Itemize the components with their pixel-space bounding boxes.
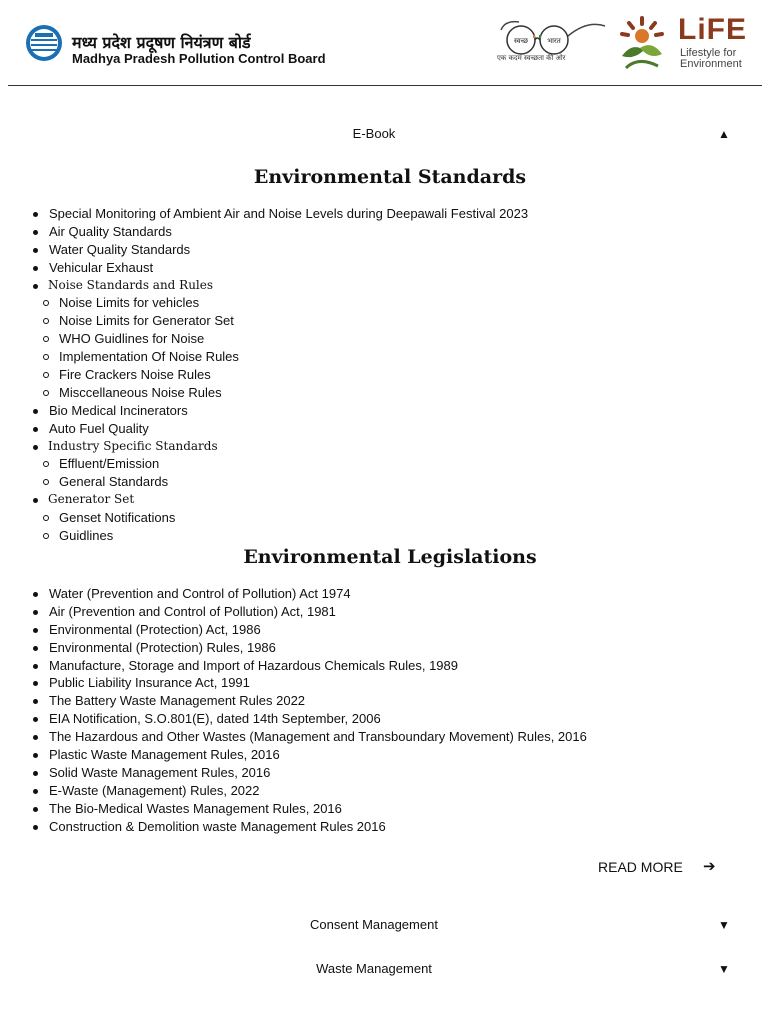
accordion-ebook[interactable]: [0, 122, 768, 146]
accordion-consent-management[interactable]: [0, 913, 768, 937]
list-item[interactable]: Water (Prevention and Control of Pollution) Act 1974: [0, 585, 587, 603]
mppcb-logo-icon[interactable]: [25, 24, 63, 62]
list-item[interactable]: Auto Fuel Quality: [0, 420, 528, 438]
list-item[interactable]: Air (Prevention and Control of Pollution) Act, 1981: [0, 603, 587, 621]
list-subitem[interactable]: Guidlines: [0, 527, 528, 545]
list-group-heading: Industry Specific Standards: [0, 438, 528, 456]
list-item[interactable]: Public Liability Insurance Act, 1991: [0, 674, 587, 692]
list-item[interactable]: Vehicular Exhaust: [0, 259, 528, 277]
list-item[interactable]: The Battery Waste Management Rules 2022: [0, 692, 587, 710]
list-subitem[interactable]: Fire Crackers Noise Rules: [0, 366, 528, 384]
list-group-heading: Noise Standards and Rules: [0, 277, 528, 295]
swachh-left-text: स्वच्छ: [513, 37, 529, 45]
read-more-link[interactable]: READ MORE: [598, 859, 683, 875]
accordion-consent-label[interactable]: Consent Management: [310, 917, 438, 932]
life-leaf-sun-icon[interactable]: [618, 16, 666, 72]
list-item[interactable]: Plastic Waste Management Rules, 2016: [0, 746, 587, 764]
collapse-arrow-icon[interactable]: ▲: [718, 127, 730, 141]
list-subitem[interactable]: Effluent/Emission: [0, 455, 528, 473]
legislations-list: [0, 585, 587, 835]
expand-arrow-icon[interactable]: ▼: [718, 918, 730, 932]
site-header: [0, 0, 768, 86]
list-item[interactable]: Solid Waste Management Rules, 2016: [0, 764, 587, 782]
arrow-right-icon[interactable]: ➔: [703, 858, 716, 875]
swachh-right-text: भारत: [547, 37, 561, 45]
expand-arrow-icon[interactable]: ▼: [718, 962, 730, 976]
life-title: LiFE: [678, 13, 747, 46]
list-item[interactable]: E-Waste (Management) Rules, 2022: [0, 782, 587, 800]
list-group-heading: Generator Set: [0, 491, 528, 509]
list-subitem[interactable]: Genset Notifications: [0, 509, 528, 527]
list-item[interactable]: Manufacture, Storage and Import of Hazardous Chemicals Rules, 1989: [0, 657, 587, 675]
list-subitem[interactable]: Noise Limits for Generator Set: [0, 312, 528, 330]
standards-title: Environmental Standards: [253, 166, 527, 188]
accordion-waste-management[interactable]: [0, 957, 768, 981]
org-name-english: Madhya Pradesh Pollution Control Board: [72, 51, 326, 66]
list-subitem[interactable]: Implementation Of Noise Rules: [0, 348, 528, 366]
standards-list: [0, 205, 528, 545]
header-divider: [8, 85, 762, 86]
list-item[interactable]: Air Quality Standards: [0, 223, 528, 241]
list-item[interactable]: The Hazardous and Other Wastes (Management and Transboundary Movement) Rules, 2016: [0, 728, 587, 746]
list-item[interactable]: Special Monitoring of Ambient Air and Noise Levels during Deepawali Festival 2023: [0, 205, 528, 223]
list-item[interactable]: The Bio-Medical Wastes Management Rules, 2016: [0, 800, 587, 818]
list-subitem[interactable]: WHO Guidlines for Noise: [0, 330, 528, 348]
life-subtitle: Lifestyle for Environment: [680, 47, 742, 70]
list-subitem[interactable]: General Standards: [0, 473, 528, 491]
list-item[interactable]: EIA Notification, S.O.801(E), dated 14th September, 2006: [0, 710, 587, 728]
list-item[interactable]: Environmental (Protection) Rules, 1986: [0, 639, 587, 657]
accordion-waste-label[interactable]: Waste Management: [316, 961, 432, 976]
list-item[interactable]: Water Quality Standards: [0, 241, 528, 259]
org-name-hindi: मध्य प्रदेश प्रदूषण नियंत्रण बोर्ड: [72, 33, 251, 52]
list-item[interactable]: Bio Medical Incinerators: [0, 402, 528, 420]
list-item[interactable]: Environmental (Protection) Act, 1986: [0, 621, 587, 639]
list-subitem[interactable]: Noise Limits for vehicles: [0, 294, 528, 312]
accordion-ebook-label[interactable]: E-Book: [352, 126, 396, 141]
list-subitem[interactable]: Misccellaneous Noise Rules: [0, 384, 528, 402]
legislations-title: Environmental Legislations: [243, 546, 537, 568]
swachh-tagline: एक कदम स्वच्छता की ओर: [497, 54, 566, 62]
list-item[interactable]: Construction & Demolition waste Management Rules 2016: [0, 818, 587, 836]
